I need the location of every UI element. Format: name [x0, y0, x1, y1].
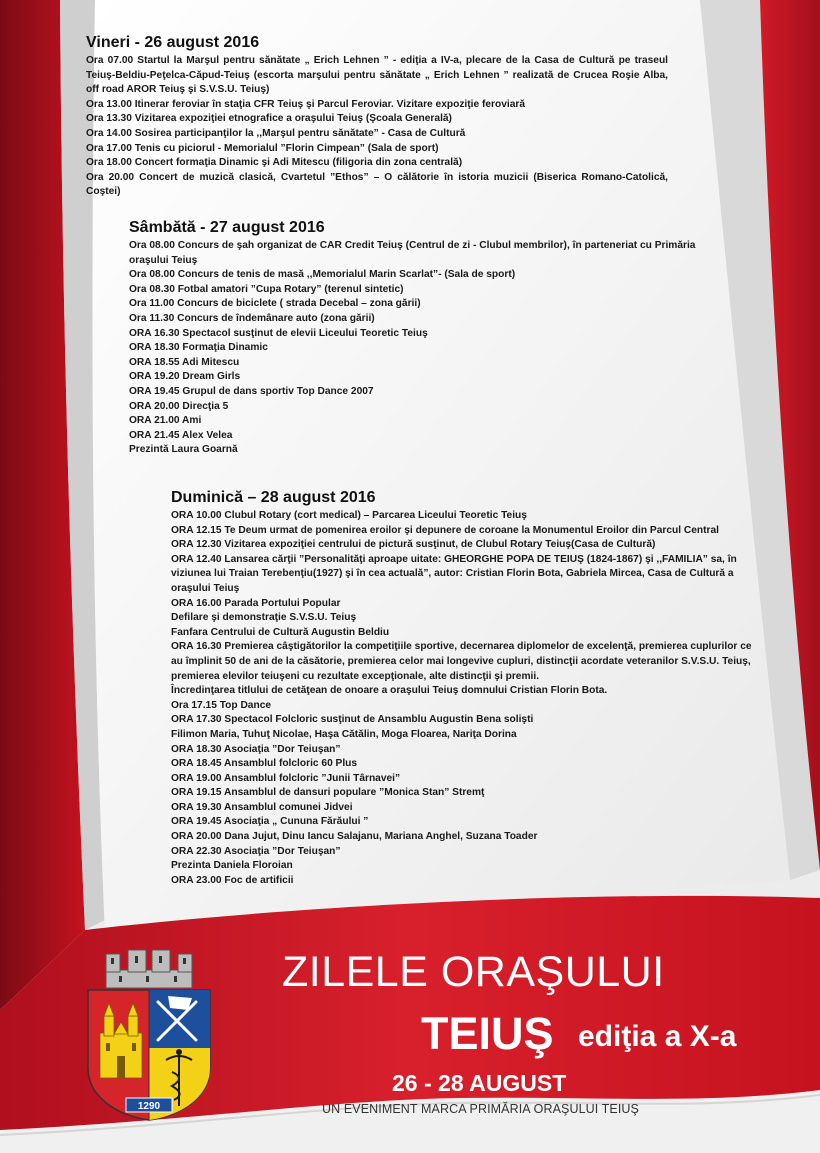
schedule-line: Prezinta Daniela Floroian	[171, 860, 293, 872]
crest-year: 1290	[137, 1101, 161, 1112]
friday-heading: Vineri - 26 august 2016	[86, 34, 260, 51]
coat-of-arms-icon	[84, 948, 214, 1123]
schedule-line: Fanfara Centrului de Cultură Augustin Beldiu	[171, 626, 390, 638]
schedule-line: ORA 23.00 Foc de artificii	[171, 874, 294, 886]
schedule-line: Încredinţarea titlului de cetăţean de onoare a oraşului Teiuş domnului Cristian Florin Bota.	[171, 685, 608, 697]
schedule-line: Ora 17.15 Top Dance	[171, 699, 272, 711]
schedule-line: ORA 12.30 Vizitarea expoziţiei centrului de pictură susţinut, de Clubul Rotary Teiuş(Casa de Cultură)	[171, 539, 656, 551]
saturday-heading: Sâmbătă - 27 august 2016	[129, 219, 325, 236]
schedule-line: Ora 08.00 Concurs de şah organizat de CAR Credit Teiuş (Centrul de zi - Clubul membrilor), în parteneriat cu Primăria oraşului Teiuş	[129, 240, 696, 266]
schedule-line: Ora 11.00 Concurs de biciclete ( strada Decebal – zona gării)	[129, 298, 421, 310]
schedule-line: ORA 12.40 Lansarea cărţii ”Personalităţi aproape uitate: GHEORGHE POPA DE TEIUŞ (1824-1867) şi ,,FAMILIA” sa, în viziunea lui Traian Terebenţiu(1927) şi în cea actuală”, autor: Cristian Florin Bota, Gabriela Mircea, Casa de Cultură a oraşului Teiuş	[171, 553, 737, 594]
schedule-line: ORA 19.30 Ansamblul comunei Jidvei	[171, 801, 353, 813]
schedule-line: ORA 18.55 Adi Mitescu	[129, 356, 240, 368]
schedule-line: ORA 19.15 Ansamblul de dansuri populare ”Monica Stan” Stremţ	[171, 787, 485, 799]
schedule-line: ORA 21.45 Alex Velea	[129, 429, 233, 441]
event-dates: 26 - 28 AUGUST	[392, 1070, 567, 1096]
schedule-line: Ora 13.30 Vizitarea expoziţiei etnografice a oraşului Teiuş (Şcoala Generală)	[86, 113, 452, 125]
schedule-line: ORA 16.30 Spectacol susţinut de elevii Liceului Teoretic Teiuş	[129, 327, 428, 339]
sunday-schedule	[171, 489, 761, 888]
schedule-line: ORA 22.30 Asociaţia ”Dor Teiuşan”	[171, 845, 341, 857]
town-name: TEIUŞ	[421, 1008, 554, 1059]
schedule-line: Ora 07.00 Startul la Marşul pentru sănătate „ Erich Lehnen ” - ediţia a IV-a, plecare de la Casa de Cultură pe traseul Teiuş-Beldiu-Peţelca-Căpud-Teiuş (escorta marşului pentru sănătate „ Erich Lehnen ” realizată de Crucea Roşie Alba, off road AROR Teiuş şi S.V.S.U. Teiuş)	[86, 55, 668, 96]
friday-schedule	[86, 34, 668, 200]
schedule-line: ORA 18.45 Ansamblul folcloric 60 Plus	[171, 758, 358, 770]
schedule-line: ORA 10.00 Clubul Rotary (cort medical) – Parcarea Liceului Teoretic Teiuş	[171, 510, 527, 521]
schedule-line: ORA 18.30 Formaţia Dinamic	[129, 342, 268, 354]
organizer-line: UN EVENIMENT MARCA PRIMĂRIA ORAŞULUI TEIUŞ	[322, 1102, 639, 1116]
schedule-line: Ora 08.00 Concurs de tenis de masă ,,Memorialul Marin Scarlat”- (Sala de sport)	[129, 269, 516, 281]
schedule-line: ORA 12.15 Te Deum urmat de pomenirea eroilor şi depunere de coroane la Monumentul Eroilor din Parcul Central	[171, 524, 719, 536]
saturday-schedule	[129, 219, 729, 458]
schedule-line: ORA 16.00 Parada Portului Popular	[171, 597, 341, 609]
schedule-line: Ora 17.00 Tenis cu piciorul - Memorialul ”Florin Cimpean” (Sala de sport)	[86, 142, 439, 154]
schedule-line: ORA 19.45 Asociaţia „ Cununa Fărăului ”	[171, 816, 369, 828]
schedule-line: Ora 13.00 Itinerar feroviar în staţia CFR Teiuş şi Parcul Feroviar. Vizitare expoziţie feroviară	[86, 98, 526, 110]
schedule-line: Ora 08.30 Fotbal amatori ”Cupa Rotary” (terenul sintetic)	[129, 283, 404, 295]
schedule-line: Ora 20.00 Concert de muzică clasică, Cvartetul ”Ethos” – O călătorie în istoria muzicii (Biserica Romano-Catolică, Coştei)	[86, 171, 668, 198]
schedule-line: ORA 20.00 Direcţia 5	[129, 400, 229, 412]
schedule-line: Filimon Maria, Tuhuţ Nicolae, Haşa Cătălin, Moga Floarea, Nariţa Dorina	[171, 728, 517, 740]
festival-title: ZILELE ORAŞULUI	[282, 948, 665, 996]
schedule-line: Ora 18.00 Concert formaţia Dinamic şi Adi Mitescu (filigoria din zona centrală)	[86, 157, 463, 169]
schedule-line: ORA 21.00 Ami	[129, 415, 202, 427]
schedule-line: Prezintă Laura Goarnă	[129, 444, 238, 456]
schedule-line: Ora 14.00 Sosirea participanţilor la ,,Marşul pentru sănătate” - Casa de Cultură	[86, 127, 466, 139]
schedule-line: Defilare şi demonstraţie S.V.S.U. Teiuş	[171, 612, 357, 624]
schedule-line: ORA 16.30 Premierea câştigătorilor la competiţiile sportive, decernarea diplomelor de excelenţă, premierea cuplurilor ce au împlinit 50 de ani de la căsătorie, premierea celor mai longevive cupluri, distincţii acordate veteranilor S.V.S.U. Teiuş, premierea elevilor teiuşeni cu rezultate excepţionale, alte distincţii şi premii.	[171, 641, 752, 682]
schedule-line: ORA 19.45 Grupul de dans sportiv Top Dance 2007	[129, 385, 374, 397]
schedule-line: ORA 20.00 Dana Jujut, Dinu Iancu Salajanu, Mariana Anghel, Suzana Toader	[171, 831, 538, 843]
schedule-line: ORA 17.30 Spectacol Folcloric susţinut de Ansamblu Augustin Bena solişti	[171, 714, 534, 726]
edition-label: ediţia a X-a	[578, 1020, 737, 1053]
schedule-line: ORA 19.20 Dream Girls	[129, 371, 241, 383]
schedule-line: ORA 19.00 Ansamblul folcloric ”Junii Târnavei”	[171, 772, 401, 784]
schedule-line: Ora 11.30 Concurs de îndemânare auto (zona gării)	[129, 312, 375, 324]
sunday-heading: Duminică – 28 august 2016	[171, 489, 376, 506]
schedule-line: ORA 18.30 Asociaţia ”Dor Teiuşan”	[171, 743, 341, 755]
